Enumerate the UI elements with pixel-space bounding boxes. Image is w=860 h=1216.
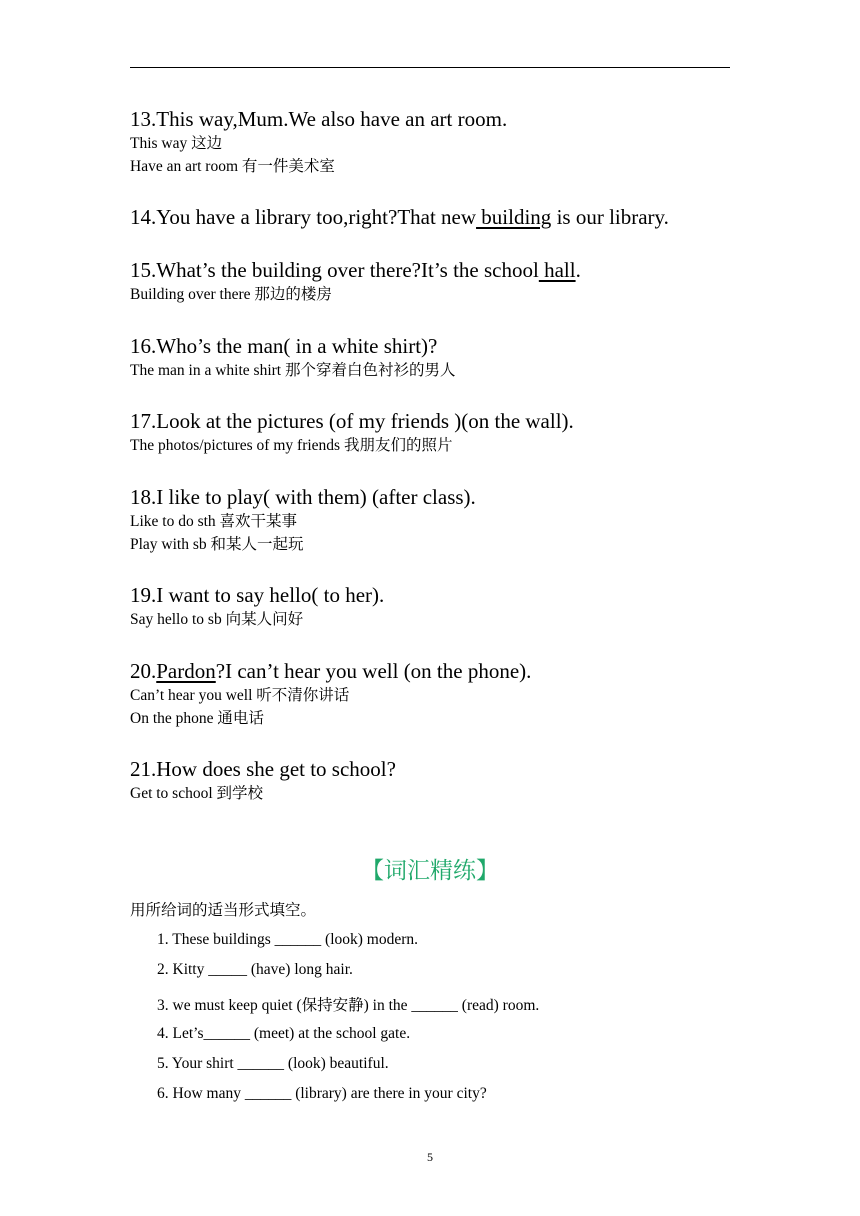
- exercise-item: 4. Let’s______ (meet) at the school gate.: [157, 1025, 411, 1042]
- instruction: 用所给词的适当形式填空。: [130, 902, 317, 919]
- sentence: 18.I like to play( with them) (after class).: [130, 485, 476, 509]
- item-16: [130, 333, 740, 382]
- sentence: 19.I want to say hello( to her).: [130, 583, 385, 607]
- exercise-item: 5. Your shirt ______ (look) beautiful.: [157, 1055, 389, 1072]
- underlined-word: hall: [538, 258, 576, 282]
- item-14: [130, 204, 740, 230]
- sentence: 21.How does she get to school?: [130, 757, 396, 781]
- note: Have an art room 有一件美术室: [130, 158, 335, 175]
- item-17: [130, 408, 740, 457]
- exercise-item: 6. How many ______ (library) are there in your city?: [157, 1085, 487, 1102]
- note: Building over there 那边的楼房: [130, 286, 332, 303]
- sentence: 15.What’s the building over there?It’s the school hall.: [130, 258, 581, 282]
- sentence: 17.Look at the pictures (of my friends )(on the wall).: [130, 409, 574, 433]
- note: On the phone 通电话: [130, 710, 264, 727]
- exercise-item: 3. we must keep quiet (保持安静) in the ______ (read) room.: [157, 997, 540, 1014]
- item-18: [130, 484, 740, 556]
- underlined-word: Pardon: [156, 659, 216, 683]
- note: Say hello to sb 向某人问好: [130, 611, 304, 628]
- sentence: 20.Pardon?I can’t hear you well (on the phone).: [130, 659, 532, 683]
- note: This way 这边: [130, 135, 223, 152]
- sentence: 16.Who’s the man( in a white shirt)?: [130, 334, 438, 358]
- underlined-word: building: [476, 205, 552, 229]
- item-15: [130, 257, 740, 306]
- item-20: [130, 658, 740, 730]
- item-13: [130, 106, 740, 178]
- sentence: 14.You have a library too,right?That new building is our library.: [130, 205, 669, 229]
- note: Get to school 到学校: [130, 785, 264, 802]
- sentence: 13.This way,Mum.We also have an art room.: [130, 107, 508, 131]
- header-rule: [130, 67, 730, 68]
- section-title: 【词汇精练】: [361, 858, 499, 884]
- note: Play with sb 和某人一起玩: [130, 536, 304, 553]
- item-19: [130, 582, 740, 631]
- note: Can’t hear you well 听不清你讲话: [130, 687, 350, 704]
- note: The man in a white shirt 那个穿着白色衬衫的男人: [130, 362, 456, 379]
- item-21: [130, 756, 740, 805]
- exercise-item: 2. Kitty _____ (have) long hair.: [157, 961, 353, 978]
- note: The photos/pictures of my friends 我朋友们的照片: [130, 437, 453, 454]
- note: Like to do sth 喜欢干某事: [130, 513, 298, 530]
- page-number: 5: [427, 1150, 433, 1164]
- exercise-item: 1. These buildings ______ (look) modern.: [157, 931, 419, 948]
